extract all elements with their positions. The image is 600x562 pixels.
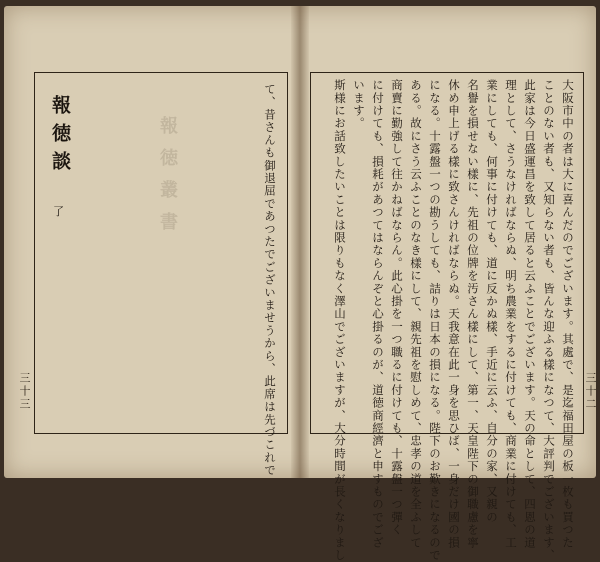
page-number-right: 三十二: [584, 372, 597, 411]
book-title: 報徳談: [49, 95, 71, 179]
text-column: ある。故にさう云ふことのなき樣にして、親先祖を慰しめて、忠孝の道を全ふして: [409, 79, 423, 549]
text-column: 理として、さうなければならぬ、明ち農業をするに付けても、商業に付けても、工: [504, 79, 518, 549]
text-column: います。: [352, 79, 366, 130]
text-column: 斯様にお話致したいことは限りもなく澤山でございますが、大分時間が長くなりまし: [333, 79, 347, 562]
text-column: 業にしても、何事に付けても、道に反かぬ樣、手近に云ふ、自分の家、又親の: [485, 79, 499, 524]
text-column: ことのない者も、又知らない者も、皆んな迎ふる樣になつて、大評判でございます、: [542, 79, 556, 562]
text-column: 大阪市中の者は大に喜んだのでございます。其處で、是迄福田屋の板一枚も買つた: [561, 79, 575, 549]
text-column: に付けても、損耗があつてはならんぞと心掛るのが、道徳商經濟と申すものでござ: [371, 79, 385, 549]
right-page-frame: [310, 72, 584, 562]
left-page-frame: [34, 72, 288, 477]
text-column: 商賣に勤強して往かねばならん。此心掛を一つ職るに付けても、十露盤一つ彈く: [390, 79, 404, 537]
text-column: て、昔さんも御退屈であつたでございませうから、此席は先づこれで: [263, 83, 277, 477]
text-column: 休め申上げる樣に致さんければならぬ。天我意在此一身を思ひば、一身だけ國の損: [447, 79, 461, 549]
text-column: 此家は今日盛運昌を致して居ると云ふことでございます。天の命として、四恩の道: [523, 79, 537, 549]
faint-bleed-through-title: 報徳叢書: [157, 116, 178, 244]
page-number-left: 三十三: [18, 372, 31, 411]
right-page: [306, 6, 597, 562]
open-book: [4, 6, 597, 562]
left-page: [4, 6, 294, 478]
text-column: になる。十露盤一つの勘うしても、詰りは日本の損になる。陛下のお歎きになるので: [428, 79, 442, 562]
text-column: 名譽を損せない樣に、先祖の位牌を汚さん樣にして、第一、天皇陛下の御職慮を寧: [466, 79, 480, 549]
end-mark: 了: [53, 205, 64, 218]
